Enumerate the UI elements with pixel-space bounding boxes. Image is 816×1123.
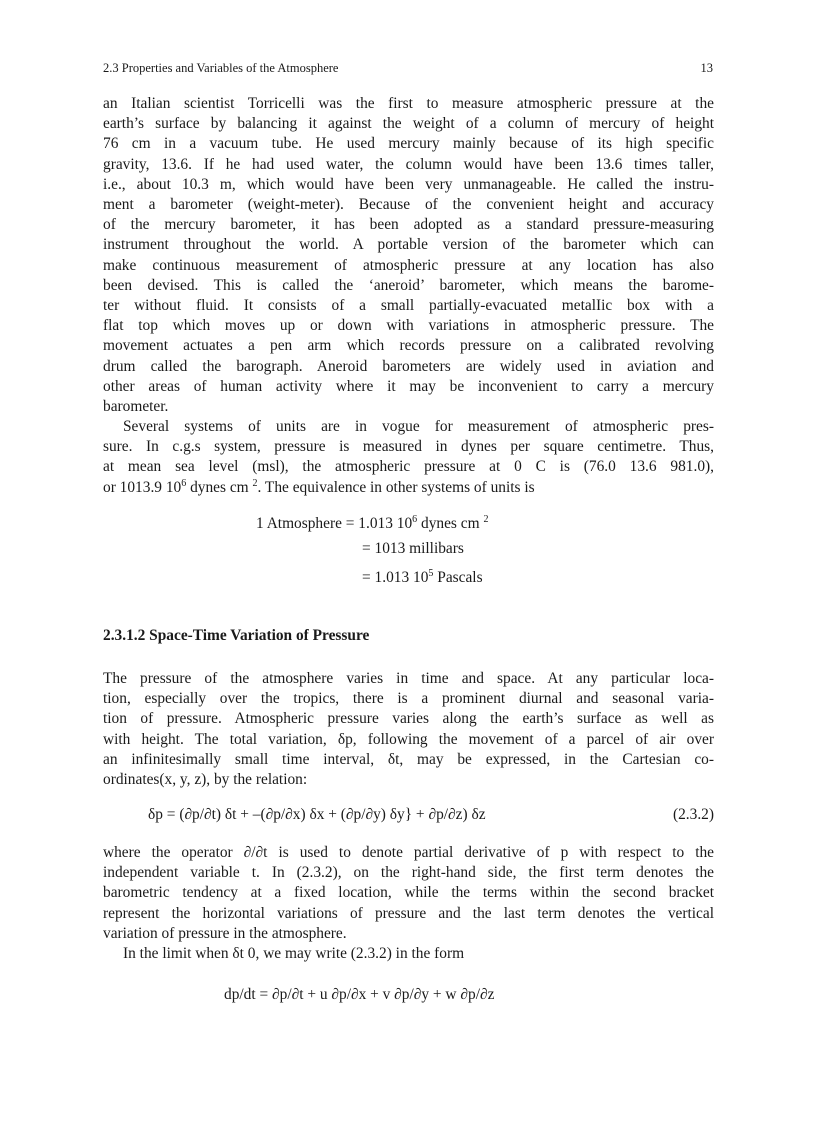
paragraph-limit — [103, 944, 714, 964]
unit-row-atmosphere — [256, 514, 488, 534]
page-number: 13 — [700, 61, 713, 75]
paragraph-barometer — [103, 94, 714, 417]
superscript: 5 — [428, 568, 434, 579]
text-fragment: . The equivalence in other systems of units is — [257, 478, 535, 496]
text-line: i.e., about 10.3 m, which would have been very unmanageable. He called the instru- — [103, 175, 714, 193]
text-line: of the mercury barometer, it has been adopted as a standard pressure-measuring — [103, 216, 714, 234]
text-line: independent variable t. In (2.3.2), on the right-hand side, the first term denotes the — [103, 864, 714, 882]
text-line: Several systems of units are in vogue for measurement of atmospheric pres- — [123, 418, 714, 435]
text-line: 76 cm in a vacuum tube. He used mercury mainly because of its high specific — [103, 135, 714, 153]
superscript: 2 — [252, 477, 258, 489]
text-line: flat top which moves up or down with variations in atmospheric pressure. The — [103, 317, 714, 335]
text-line: movement actuates a pen arm which records pressure on a calibrated revolving — [103, 337, 714, 355]
text-line: an Italian scientist Torricelli was the first to measure atmospheric pressure at the — [103, 95, 714, 112]
text-fragment: or 1013.9 10 — [103, 478, 182, 496]
text-line: ordinates(x, y, z), by the relation: — [103, 771, 308, 789]
text-fragment: dynes cm — [186, 478, 253, 496]
text-line: sure. In c.g.s system, pressure is measured in dynes per square centimetre. Thus, — [103, 438, 714, 456]
text-line: tion, especially over the tropics, there is a prominent diurnal and seasonal varia- — [103, 690, 714, 708]
text-line: ter without fluid. It consists of a small partially-evacuated metalIic box with a — [103, 297, 714, 315]
text-line: an infinitesimally small time interval, δt, may be expressed, in the Cartesian co- — [103, 750, 714, 768]
paragraph-variation — [103, 669, 714, 790]
superscript: 6 — [412, 514, 418, 525]
text-line: barometer. — [103, 398, 169, 416]
unit-row-pascals — [362, 568, 483, 588]
text-fragment: 1 Atmosphere = 1.013 10 — [256, 515, 413, 532]
section-heading: 2.3.1.2 Space-Time Variation of Pressure — [103, 627, 370, 644]
text-fragment: = 1.013 10 — [362, 569, 429, 586]
text-line: instrument throughout the world. A portable version of the barometer which can — [103, 236, 714, 254]
text-line: variation of pressure in the atmosphere. — [103, 924, 347, 942]
text-line: with height. The total variation, δp, following the movement of a parcel of air over — [103, 730, 714, 748]
unit-row-millibars: = 1013 millibars — [362, 540, 464, 557]
text-line: gravity, 13.6. If he had used water, the column would have been 13.6 times taller, — [103, 155, 714, 173]
text-line: barometric tendency at a fixed location, while the terms within the second bracket — [103, 884, 714, 902]
section-title: 2.3 Properties and Variables of the Atmosphere — [103, 61, 339, 75]
equation-text: dp/dt = ∂p/∂t + u ∂p/∂x + v ∂p/∂y + w ∂p/∂z — [224, 986, 495, 1003]
paragraph-units — [103, 417, 714, 498]
text-line: earth’s surface by balancing it against the weight of a column of mercury of height — [103, 115, 714, 133]
text-line: been devised. This is called the ‘aneroid’ barometer, which means the barome- — [103, 276, 714, 294]
text-line: represent the horizontal variations of pressure and the last term denotes the vertical — [103, 904, 714, 922]
text-line: ment a barometer (weight-meter). Because of the convenient height and accuracy — [103, 196, 714, 214]
paragraph-operator — [103, 843, 714, 944]
text-line: where the operator ∂/∂t is used to denote partial derivative of p with respect to the — [103, 844, 714, 861]
text-line: at mean sea level (msl), the atmospheric pressure at 0 C is (76.0 13.6 981.0), — [103, 458, 714, 476]
text-line: tion of pressure. Atmospheric pressure varies along the earth’s surface as well as — [103, 710, 714, 728]
text-fragment: dynes cm — [417, 515, 484, 532]
text-line: other areas of human activity where it may be inconvenient to carry a mercury — [103, 377, 714, 395]
text-line: In the limit when δt 0, we may write (2.3.2) in the form — [123, 945, 465, 962]
running-head — [103, 59, 713, 77]
text-fragment: Pascals — [433, 569, 483, 586]
text-line — [103, 478, 714, 498]
text-line: drum called the barograph. Aneroid barometers are widely used in aviation and — [103, 357, 714, 375]
superscript: 6 — [181, 477, 187, 489]
text-line: make continuous measurement of atmospheric pressure at any location has also — [103, 256, 714, 274]
superscript: 2 — [483, 514, 489, 525]
text-line: The pressure of the atmosphere varies in time and space. At any particular loca- — [103, 670, 714, 687]
equation-number: (2.3.2) — [672, 806, 714, 823]
equation-text: δp = (∂p/∂t) δt + –(∂p/∂x) δx + (∂p/∂y) δy} + ∂p/∂z) δz — [148, 806, 486, 823]
